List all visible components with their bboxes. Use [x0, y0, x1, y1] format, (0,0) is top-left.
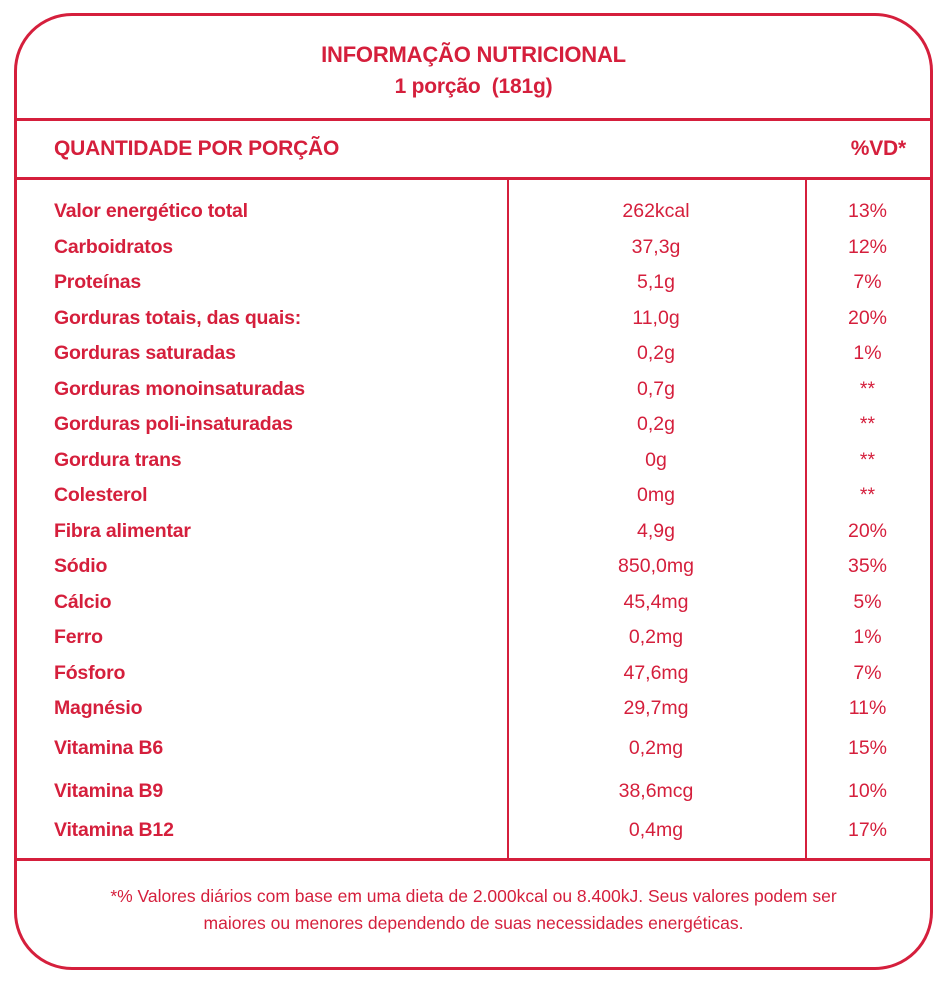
nutrient-dv: 7%: [853, 271, 882, 294]
nutrition-facts-label: [14, 13, 933, 970]
nutrient-dv: **: [859, 448, 876, 471]
table-row: [17, 443, 930, 479]
nutrient-amount: 38,6mcg: [618, 780, 694, 803]
table-row: [17, 656, 930, 692]
table-row: [17, 194, 930, 230]
nutrient-dv: 7%: [853, 661, 882, 684]
table-row: [17, 336, 930, 372]
nutrient-name: Magnésio: [54, 697, 143, 720]
nutrient-name: Carboidratos: [54, 235, 173, 258]
nutrient-table: [17, 180, 930, 858]
nutrient-amount: 0,2g: [637, 342, 675, 365]
table-row: [17, 301, 930, 337]
nutrient-amount: 262kcal: [622, 200, 690, 223]
nutrient-dv: 11%: [848, 697, 887, 720]
nutrient-amount: 45,4mg: [623, 590, 689, 613]
nutrient-amount: 11,0g: [632, 306, 680, 329]
column-divider: [507, 180, 509, 858]
nutrient-dv: 17%: [847, 818, 888, 841]
nutrient-name: Fósforo: [54, 661, 126, 684]
serving-size: 1 porção (181g): [394, 74, 553, 98]
table-row: [17, 230, 930, 266]
nutrient-dv: 15%: [847, 736, 888, 759]
table-row: [17, 774, 930, 810]
column-divider: [805, 180, 807, 858]
nutrient-name: Cálcio: [54, 590, 112, 613]
label-title: INFORMAÇÃO NUTRICIONAL: [321, 41, 626, 67]
label-footer: [17, 861, 930, 967]
table-row: [17, 372, 930, 408]
table-row: [17, 691, 930, 727]
nutrient-dv: 1%: [853, 626, 882, 649]
nutrient-dv: **: [859, 484, 876, 507]
table-row: [17, 585, 930, 621]
nutrient-dv: 5%: [853, 590, 882, 613]
nutrient-dv: **: [859, 413, 876, 436]
label-header: [17, 16, 930, 118]
nutrient-dv: 20%: [847, 519, 888, 542]
nutrient-name: Gorduras monoinsaturadas: [54, 377, 305, 400]
table-row: [17, 407, 930, 443]
nutrient-name: Proteínas: [54, 271, 142, 294]
nutrient-dv: 12%: [847, 235, 888, 258]
nutrient-amount: 0,2mg: [628, 626, 684, 649]
nutrient-name: Gordura trans: [54, 448, 182, 471]
table-row: [17, 813, 930, 849]
nutrient-name: Sódio: [54, 555, 108, 578]
nutrient-name: Vitamina B6: [54, 736, 164, 759]
nutrient-amount: 37,3g: [631, 235, 681, 258]
nutrient-amount: 4,9g: [637, 519, 675, 542]
nutrient-name: Ferro: [54, 626, 103, 649]
nutrient-dv: 20%: [847, 306, 888, 329]
nutrient-amount: 0,7g: [637, 377, 675, 400]
nutrient-name: Valor energético total: [54, 200, 248, 223]
nutrient-amount: 850,0mg: [618, 555, 694, 578]
quantity-per-serving-header: QUANTIDADE POR PORÇÃO: [54, 137, 340, 160]
nutrient-dv: 13%: [847, 200, 888, 223]
nutrient-dv: 10%: [847, 780, 888, 803]
table-row: [17, 620, 930, 656]
nutrient-amount: 0g: [645, 448, 667, 471]
nutrient-name: Gorduras poli-insaturadas: [54, 413, 293, 436]
nutrient-name: Vitamina B9: [54, 780, 164, 803]
nutrient-name: Colesterol: [54, 484, 148, 507]
nutrient-dv: **: [859, 377, 876, 400]
table-row: [17, 731, 930, 767]
daily-value-footnote: *% Valores diários com base em uma dieta de 2.000kcal ou 8.400kJ. Seus valores podem ser maiores ou menores dependendo de suas necessidades energéticas.: [110, 886, 837, 933]
nutrient-amount: 0mg: [637, 484, 675, 507]
nutrient-amount: 0,2mg: [628, 736, 684, 759]
nutrient-name: Vitamina B12: [54, 818, 174, 841]
nutrient-amount: 29,7mg: [623, 697, 689, 720]
nutrient-amount: 5,1g: [637, 271, 675, 294]
nutrient-dv: 1%: [853, 342, 882, 365]
table-row: [17, 549, 930, 585]
nutrient-amount: 47,6mg: [623, 661, 689, 684]
nutrient-amount: 0,4mg: [628, 818, 684, 841]
table-row: [17, 265, 930, 301]
table-row: [17, 514, 930, 550]
nutrient-name: Gorduras totais, das quais:: [54, 306, 302, 329]
table-row: [17, 478, 930, 514]
nutrient-dv: 35%: [847, 555, 888, 578]
nutrient-name: Fibra alimentar: [54, 519, 191, 542]
nutrient-name: Gorduras saturadas: [54, 342, 236, 365]
column-header-row: [17, 121, 930, 177]
daily-value-header: %VD*: [850, 137, 906, 160]
nutrient-amount: 0,2g: [637, 413, 675, 436]
